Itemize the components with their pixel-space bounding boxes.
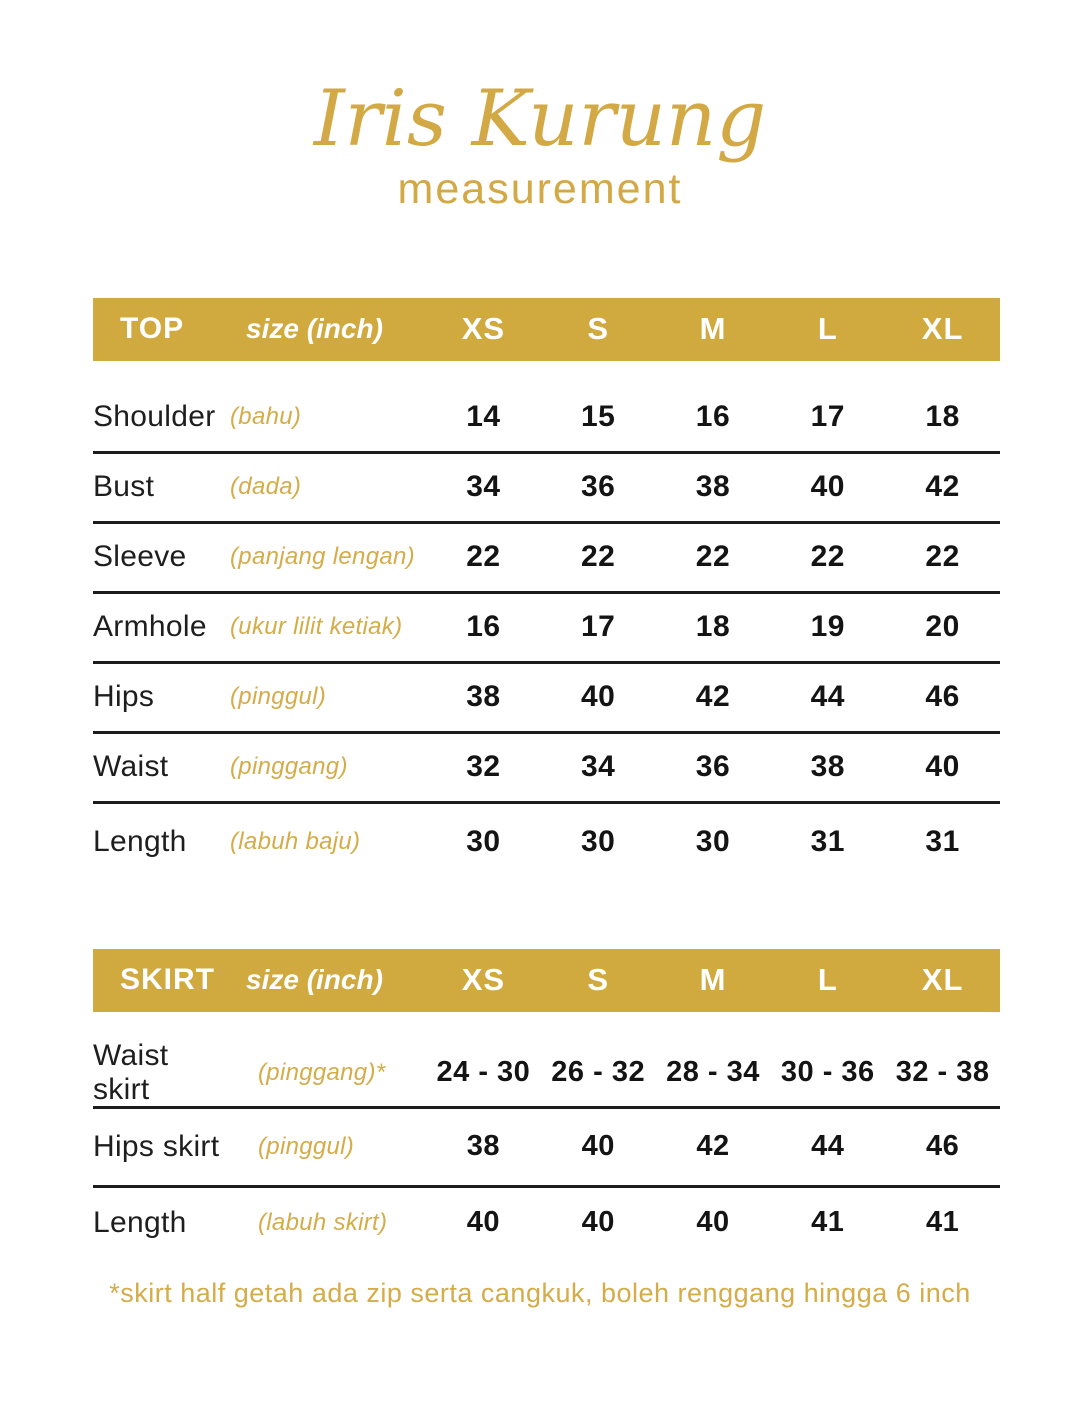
table-title-skirt: SKIRT <box>120 963 215 997</box>
cell-value: 44 <box>810 680 845 714</box>
cell-value: 30 <box>466 825 501 859</box>
row-label: Waist skirt <box>93 1038 169 1106</box>
cell-value: 46 <box>925 1130 960 1163</box>
cell-value: 34 <box>581 750 616 784</box>
cell-value: 34 <box>466 470 501 504</box>
table-row <box>93 1109 1000 1188</box>
cell-value: 28 - 34 <box>666 1056 760 1089</box>
size-table-top <box>93 298 1000 881</box>
size-column-header-s: S <box>587 311 610 347</box>
cell-value: 22 <box>925 540 960 574</box>
cell-value: 40 <box>581 1206 615 1239</box>
table-row <box>93 664 1000 734</box>
table-header-band <box>93 949 1000 1012</box>
cell-value: 22 <box>581 540 616 574</box>
size-unit-label: size (inch) <box>246 964 383 996</box>
size-column-header-xs: XS <box>461 311 506 347</box>
cell-value: 38 <box>466 680 501 714</box>
size-column-header-s: S <box>587 962 610 998</box>
size-column-header-l: L <box>817 962 838 998</box>
cell-value: 30 - 36 <box>780 1056 875 1089</box>
cell-value: 42 <box>925 470 960 504</box>
cell-value: 36 <box>581 470 616 504</box>
row-malay-label: (ukur lilit ketiak) <box>230 613 403 641</box>
table-title-top: TOP <box>120 312 185 346</box>
row-label: Shoulder <box>93 400 216 434</box>
size-unit-label: size (inch) <box>246 313 383 345</box>
table-row <box>93 454 1000 524</box>
row-label: Length <box>93 825 187 859</box>
row-malay-label: (dada) <box>230 473 302 501</box>
row-label: Sleeve <box>93 540 187 574</box>
table-row <box>93 361 1000 454</box>
size-column-header-l: L <box>817 311 838 347</box>
cell-value: 40 <box>810 470 845 504</box>
size-column-header-xl: XL <box>921 962 964 998</box>
cell-value: 31 <box>810 825 845 859</box>
cell-value: 24 - 30 <box>436 1056 531 1089</box>
cell-value: 32 - 38 <box>895 1056 990 1089</box>
cell-value: 17 <box>581 610 616 644</box>
cell-value: 46 <box>925 680 960 714</box>
cell-value: 40 <box>581 680 616 714</box>
brand-title: Iris Kurung <box>313 74 767 164</box>
cell-value: 19 <box>810 610 845 644</box>
cell-value: 16 <box>466 610 501 644</box>
row-label: Bust <box>93 470 155 504</box>
table-row <box>93 524 1000 594</box>
row-malay-label: (pinggang)* <box>258 1058 386 1086</box>
row-malay-label: (pinggang) <box>230 753 348 781</box>
cell-value: 41 <box>925 1206 960 1239</box>
cell-value: 38 <box>695 470 731 504</box>
cell-value: 41 <box>811 1206 845 1239</box>
cell-value: 20 <box>925 610 960 644</box>
cell-value: 40 <box>466 1206 501 1239</box>
cell-value: 18 <box>695 610 731 644</box>
row-malay-label: (bahu) <box>230 403 302 431</box>
row-malay-label: (labuh skirt) <box>258 1208 388 1236</box>
size-column-header-xl: XL <box>921 311 964 347</box>
cell-value: 40 <box>581 1130 615 1163</box>
cell-value: 42 <box>696 1130 730 1163</box>
row-malay-label: (pinggul) <box>258 1132 355 1160</box>
row-label: Length <box>93 1205 187 1239</box>
cell-value: 17 <box>810 400 845 434</box>
cell-value: 31 <box>925 825 960 859</box>
cell-value: 38 <box>466 1130 501 1163</box>
measurement-sheet <box>0 74 1080 1428</box>
cell-value: 15 <box>581 400 616 434</box>
tables-container <box>93 298 1000 1258</box>
cell-value: 22 <box>695 540 731 574</box>
cell-value: 30 <box>581 825 616 859</box>
cell-value: 40 <box>925 750 960 784</box>
size-column-header-xs: XS <box>461 962 506 998</box>
row-label: Hips <box>93 680 155 714</box>
cell-value: 42 <box>695 680 731 714</box>
cell-value: 32 <box>466 750 501 784</box>
cell-value: 22 <box>466 540 501 574</box>
row-label: Hips skirt <box>93 1129 220 1163</box>
cell-value: 36 <box>695 750 731 784</box>
table-header-band <box>93 298 1000 361</box>
cell-value: 38 <box>810 750 845 784</box>
cell-value: 14 <box>466 400 501 434</box>
cell-value: 44 <box>811 1130 845 1163</box>
table-row <box>93 1012 1000 1109</box>
cell-value: 16 <box>695 400 731 434</box>
row-malay-label: (labuh baju) <box>230 828 361 856</box>
table-row <box>93 804 1000 881</box>
row-malay-label: (pinggul) <box>230 683 327 711</box>
cell-value: 18 <box>925 400 960 434</box>
cell-value: 26 - 32 <box>551 1056 646 1089</box>
cell-value: 40 <box>696 1206 730 1239</box>
table-row <box>93 1188 1000 1258</box>
row-label: Waist <box>93 750 169 784</box>
size-table-skirt <box>93 949 1000 1258</box>
page-subtitle: measurement <box>397 164 683 213</box>
skirt-footnote: *skirt half getah ada zip serta cangkuk, boleh renggang hingga 6 inch <box>109 1277 971 1308</box>
cell-value: 22 <box>810 540 845 574</box>
row-malay-label: (panjang lengan) <box>230 543 415 571</box>
cell-value: 30 <box>695 825 731 859</box>
size-column-header-m: M <box>699 311 727 347</box>
table-row <box>93 594 1000 664</box>
table-row <box>93 734 1000 804</box>
row-label: Armhole <box>93 610 207 644</box>
size-column-header-m: M <box>699 962 727 998</box>
